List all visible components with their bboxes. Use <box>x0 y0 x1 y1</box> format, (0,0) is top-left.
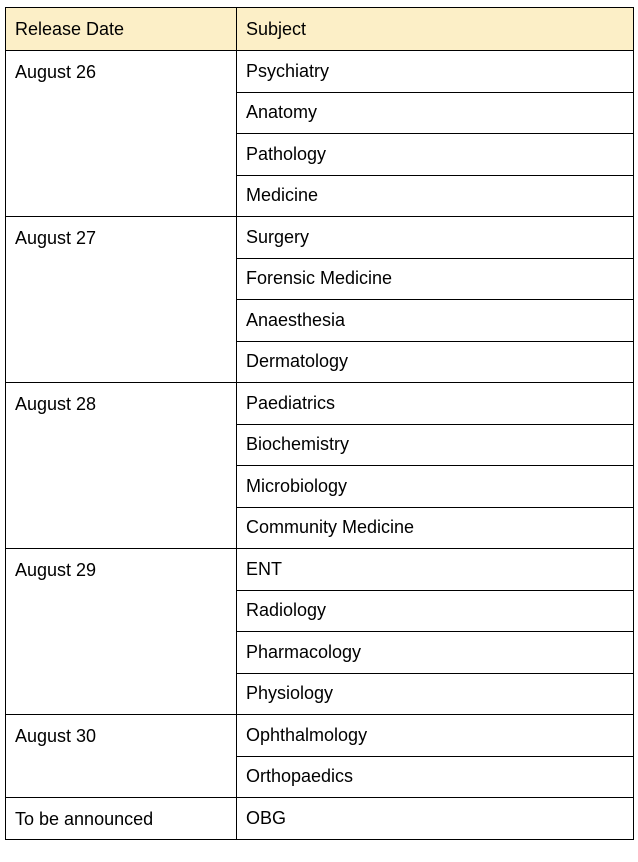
release-schedule-table <box>5 7 634 840</box>
table-row <box>6 51 634 93</box>
subject-cell: Forensic Medicine <box>237 258 634 300</box>
table-row <box>6 549 634 591</box>
table-row <box>6 715 634 757</box>
subject-cell: Biochemistry <box>237 424 634 466</box>
subject-cell: Pharmacology <box>237 632 634 674</box>
header-row <box>6 8 634 51</box>
subject-cell: Pathology <box>237 134 634 176</box>
subject-cell: Radiology <box>237 590 634 632</box>
subject-cell: Anaesthesia <box>237 300 634 342</box>
release-date-cell: August 29 <box>6 549 237 715</box>
subject-header: Subject <box>237 8 634 51</box>
subject-cell: OBG <box>237 798 634 840</box>
subject-cell: Surgery <box>237 217 634 259</box>
subject-cell: ENT <box>237 549 634 591</box>
table-row <box>6 383 634 425</box>
subject-cell: Ophthalmology <box>237 715 634 757</box>
table-row <box>6 217 634 259</box>
release-date-cell: August 28 <box>6 383 237 549</box>
subject-cell: Anatomy <box>237 92 634 134</box>
table-body <box>6 51 634 840</box>
release-date-cell: To be announced <box>6 798 237 840</box>
release-date-header: Release Date <box>6 8 237 51</box>
subject-cell: Community Medicine <box>237 507 634 549</box>
release-date-cell: August 26 <box>6 51 237 217</box>
table-header <box>6 8 634 51</box>
subject-cell: Paediatrics <box>237 383 634 425</box>
subject-cell: Physiology <box>237 673 634 715</box>
subject-cell: Orthopaedics <box>237 756 634 798</box>
table-row <box>6 798 634 840</box>
release-date-cell: August 30 <box>6 715 237 798</box>
subject-cell: Microbiology <box>237 466 634 508</box>
subject-cell: Psychiatry <box>237 51 634 93</box>
release-date-cell: August 27 <box>6 217 237 383</box>
subject-cell: Dermatology <box>237 341 634 383</box>
subject-cell: Medicine <box>237 175 634 217</box>
